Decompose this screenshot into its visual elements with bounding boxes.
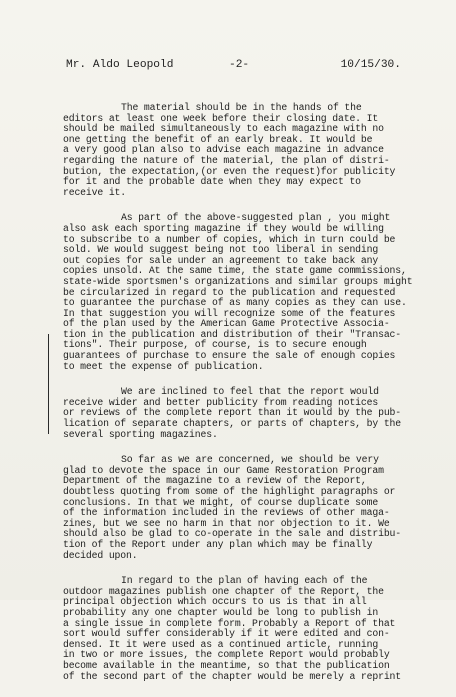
text-line: to meet the expense of publication.	[63, 360, 264, 372]
text-line: sold. We would suggest being not too liberal in sending	[63, 244, 379, 256]
text-line: tion of the Report under any plan which may be finally	[63, 538, 373, 550]
recipient-name: Mr. Aldo Leopold	[66, 59, 174, 71]
text-line: to guarantee the purchase of as many copies as they can use.	[63, 297, 407, 309]
paragraph-publicity-opinion	[63, 387, 413, 440]
text-line: state-wide sportsmen's organizations and similar groups might	[63, 275, 413, 287]
text-line: conclusions. In that we might, of course duplicate some	[63, 496, 379, 508]
paragraph-chapter-objection	[63, 576, 413, 682]
text-line: editors at least one week before their closing date. It	[63, 112, 379, 124]
letter-date: 10/15/30.	[340, 59, 401, 71]
text-line: densed. It it were used as a continued article, running	[63, 638, 379, 650]
text-line: We are inclined to feel that the report would	[121, 386, 379, 398]
text-line: bution, the expectation,(or even the request)for publicity	[63, 165, 396, 177]
text-line: should be mailed simultaneously to each magazine with no	[63, 123, 384, 135]
text-line: receive wider and better publicity from reading notices	[63, 396, 379, 408]
text-line: one getting the benefit of an early break. It would be	[63, 133, 373, 145]
text-line: of the plan used by the American Game Protective Associa-	[63, 318, 390, 330]
text-line: of the information included in the reviews of other maga-	[63, 507, 390, 519]
text-line: to subscribe to a number of copies, which in turn could be	[63, 233, 396, 245]
text-line: should also be glad to co-operate in the sale and distribu-	[63, 528, 402, 540]
text-line: The material should be in the hands of the	[121, 102, 362, 113]
text-line: receive it.	[63, 186, 127, 198]
letter-body	[63, 103, 413, 697]
margin-pencil-mark	[48, 334, 49, 434]
text-line: for it and the probable date when they may expect to	[63, 176, 361, 188]
text-line: glad to devote the space in our Game Restoration Program	[63, 464, 384, 476]
page-number: -2-	[229, 59, 250, 71]
text-line: out copies for sale under an agreement to take back any	[63, 254, 379, 266]
text-line: a very good plan also to advise each magazine in advance	[63, 144, 384, 156]
text-line: tions". Their purpose, of course, is to secure enough	[63, 339, 367, 351]
text-line: be circularized in regard to the publication and requested	[63, 286, 396, 298]
text-line: in two or more issues, the complete Report would probably	[63, 649, 390, 661]
text-line: decided upon.	[63, 549, 138, 561]
text-line: also ask each sporting magazine if they would be willing	[63, 222, 384, 234]
text-line: regarding the nature of the material, the plan of distri-	[63, 154, 390, 166]
text-line: In that suggestion you will recognize some of the features	[63, 307, 396, 319]
text-line: of the second part of the chapter would be merely a reprint	[63, 670, 402, 682]
text-line: sort would suffer considerably if it were edited and con-	[63, 628, 390, 640]
text-line: outdoor magazines publish one chapter of the Report, the	[63, 585, 384, 597]
text-line: guarantees of purchase to ensure the sale of enough copies	[63, 350, 396, 362]
text-line: So far as we are concerned, we should be very	[121, 454, 379, 466]
paragraph-distribution-timing	[63, 103, 413, 198]
text-line: In regard to the plan of having each of the	[121, 575, 368, 587]
text-line: zines, but we see no harm in that nor objection to it. We	[63, 517, 390, 529]
text-line: Department of the magazine to a review of the Report,	[63, 475, 367, 487]
text-line: As part of the above-suggested plan , you might	[121, 212, 391, 224]
text-line: lication of separate chapters, or parts of chapters, by the	[63, 418, 402, 430]
text-line: principal objection which occurs to us is that in all	[63, 596, 367, 608]
text-line: several sporting magazines.	[63, 428, 218, 440]
text-line: become available in the meantime, so that the publication	[63, 659, 390, 671]
text-line: a single issue in complete form. Probably a Report of that	[63, 617, 396, 629]
paragraph-subscription-plan	[63, 213, 413, 372]
text-line: tion in the publication and distribution of their "Transac-	[63, 328, 402, 340]
text-line: probability any one chapter would be long to publish in	[63, 606, 379, 618]
paragraph-magazine-review	[63, 455, 413, 561]
letter-header	[66, 57, 401, 73]
text-line: copies unsold. At the same time, the state game commissions,	[63, 265, 407, 277]
text-line: or reviews of the complete report than it would by the pub-	[63, 407, 402, 419]
text-line: doubtless quoting from some of the highlight paragraphs or	[63, 486, 396, 497]
